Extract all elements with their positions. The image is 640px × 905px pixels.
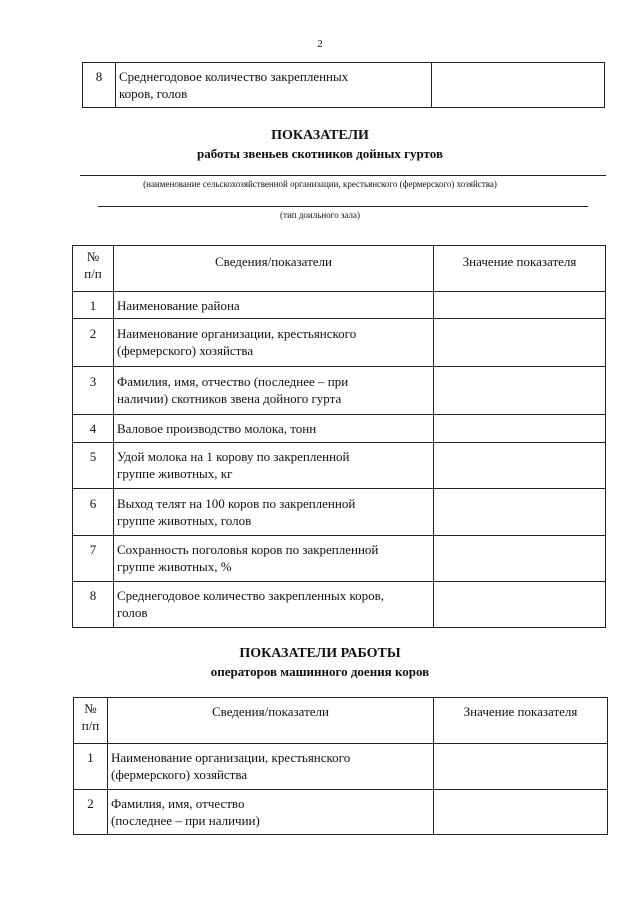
row-number: 1: [89, 298, 97, 313]
row-number: 6: [89, 496, 97, 511]
row-label-cont: голов: [117, 605, 148, 620]
header-value: Значение показателя: [434, 698, 608, 744]
row-label: Выход телят на 100 коров по закрепленной: [117, 496, 356, 511]
indicators-table-1: [72, 245, 606, 628]
row-value: [434, 292, 606, 319]
header-value: Значение показателя: [434, 246, 606, 292]
row-number: 8: [83, 63, 116, 108]
row-label: Наименование организации, крестьянского: [117, 326, 357, 341]
section2-subtitle: операторов машинного доения коров: [210, 664, 430, 679]
row-label-cont: (последнее – при наличии): [111, 813, 260, 828]
row-value: [434, 415, 606, 443]
table-row: [83, 63, 605, 108]
table-row: [73, 582, 606, 628]
table-row: [73, 443, 606, 489]
row-value: [434, 319, 606, 367]
table-header: [73, 246, 606, 292]
row-label-cont: (фермерского) хозяйства: [111, 767, 248, 782]
row-number: 8: [89, 588, 97, 603]
row-number: 5: [89, 449, 97, 464]
row-label-cont: (фермерского) хозяйства: [117, 343, 254, 358]
table-row: [73, 367, 606, 415]
row-number: 3: [89, 374, 97, 389]
row-label-cont: группе животных, голов: [117, 513, 252, 528]
table-row: [73, 415, 606, 443]
row-value: [434, 367, 606, 415]
row-value: [434, 582, 606, 628]
table-row: [74, 790, 608, 835]
header-info: Сведения/показатели: [108, 698, 434, 744]
row-number: 2: [87, 796, 94, 811]
row-number: 7: [89, 542, 97, 557]
indicators-table-2: [73, 697, 608, 835]
hall-type-line: [98, 206, 588, 207]
header-info: Сведения/показатели: [114, 246, 434, 292]
row-label: Удой молока на 1 корову по закрепленной: [117, 449, 350, 464]
row-value: [434, 536, 606, 582]
page-number: 2: [317, 38, 323, 50]
row-value: [434, 744, 608, 790]
row-label: Фамилия, имя, отчество (последнее – при: [117, 374, 349, 389]
row-label: Наименование района: [117, 298, 240, 313]
header-num: № п/п: [73, 246, 114, 292]
table-row: [73, 292, 606, 319]
org-name-line: [80, 175, 606, 176]
section1-subtitle: работы звеньев скотников дойных гуртов: [197, 146, 443, 161]
row-label: Среднегодовое количество закрепленных коров, голов: [116, 63, 432, 108]
row-label: Наименование организации, крестьянского: [111, 750, 351, 765]
row-number: 1: [87, 750, 94, 765]
row-label: Среднегодовое количество закрепленных коров,: [117, 588, 385, 603]
hall-type-caption: (тип доильного зала): [280, 210, 360, 220]
table-row: [73, 319, 606, 367]
org-name-caption: (наименование сельскохозяйственной организации, крестьянского (фермерского) хозяйства): [143, 179, 497, 189]
table-header: [74, 698, 608, 744]
row-label: Фамилия, имя, отчество: [111, 796, 245, 811]
header-num: № п/п: [74, 698, 108, 744]
row-label-cont: группе животных, %: [117, 559, 232, 574]
section1-title: ПОКАЗАТЕЛИ: [271, 128, 369, 143]
top-table: [82, 62, 605, 108]
table-row: [74, 744, 608, 790]
row-value: [434, 443, 606, 489]
row-value: [432, 63, 605, 108]
row-label-cont: наличии) скотников звена дойного гурта: [117, 391, 342, 406]
row-number: 2: [89, 326, 97, 341]
row-number: 4: [89, 421, 97, 436]
table-row: [73, 536, 606, 582]
row-value: [434, 489, 606, 536]
row-value: [434, 790, 608, 835]
section2-title: ПОКАЗАТЕЛИ РАБОТЫ: [239, 646, 401, 661]
table-row: [73, 489, 606, 536]
row-label: Сохранность поголовья коров по закрепленной: [117, 542, 379, 557]
row-label-cont: группе животных, кг: [117, 466, 233, 481]
row-label: Валовое производство молока, тонн: [117, 421, 317, 436]
